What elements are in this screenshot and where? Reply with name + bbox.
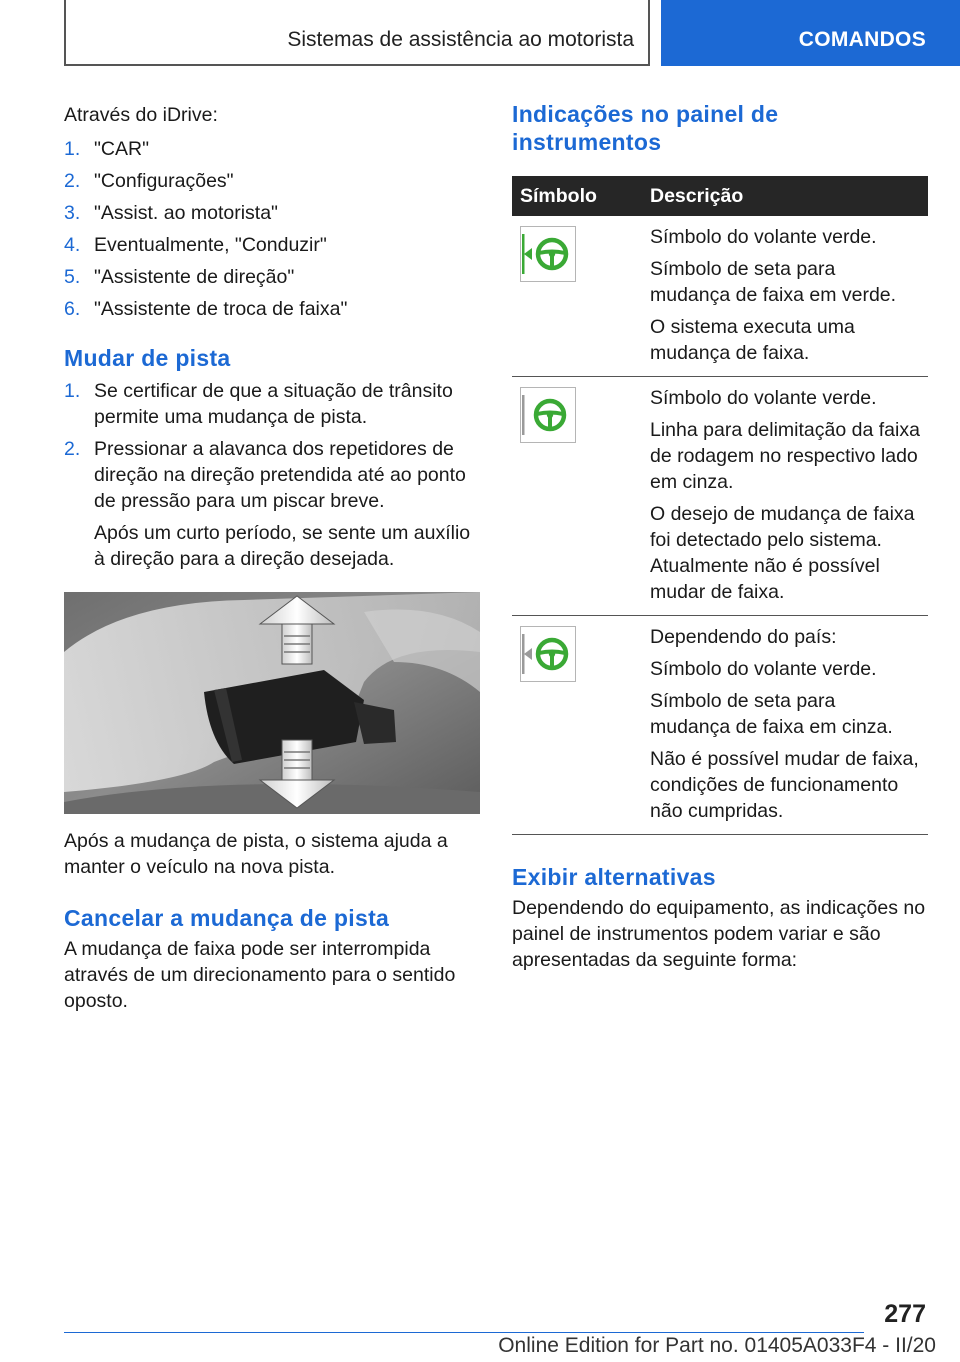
steering-wheel-green-arrow-icon — [520, 226, 576, 282]
turn-signal-lever-illustration — [64, 592, 480, 814]
column-header-descricao: Descrição — [642, 176, 928, 216]
alternatives-text: Dependendo do equipamento, as indicações no painel de instrumentos podem variar e são apresentadas da seguinte forma: — [512, 897, 926, 971]
list-item — [64, 200, 476, 226]
step-text: "Assist. ao motorista" — [94, 202, 278, 224]
step-text: Pressionar a alavanca dos repetidores de direção na direção pretendida até ao ponto de pressão para um piscar breve. — [94, 438, 466, 512]
section-title-cancelar: Cancelar a mudança de pista — [64, 905, 390, 931]
list-item — [64, 378, 476, 430]
header-chapter-label: COMANDOS — [798, 28, 926, 51]
steering-wheel-green-gray-lines-icon — [520, 387, 576, 443]
footer-divider — [64, 1332, 864, 1333]
table-header-row — [512, 176, 928, 216]
section-title-exibir-alternativas: Exibir alternativas — [512, 864, 716, 890]
step-number: 2. — [64, 170, 81, 192]
step-text: Se certificar de que a situação de trânsito permite uma mudança de pista. — [94, 380, 453, 428]
table-row — [512, 616, 928, 835]
list-item — [64, 136, 476, 162]
row-description-line: Dependendo do país: — [650, 626, 837, 648]
row-description-line: Símbolo de seta para mudança de faixa em verde. — [650, 258, 897, 306]
step-continuation: Após um curto período, se sente um auxílio à direção para a direção desejada. — [94, 522, 471, 570]
row-description-line: O sistema executa uma mudança de faixa. — [650, 316, 855, 364]
step-number: 1. — [64, 380, 81, 402]
list-item — [64, 296, 476, 322]
column-header-simbolo: Símbolo — [512, 176, 642, 216]
header-chapter-tab — [661, 0, 960, 66]
row-description-line: Símbolo do volante verde. — [650, 387, 877, 409]
idrive-intro: Através do iDrive: — [64, 104, 218, 126]
table-row — [512, 216, 928, 377]
step-text: "Assistente de direção" — [94, 266, 295, 288]
idrive-steps — [64, 136, 476, 322]
step-text: Eventualmente, "Conduzir" — [94, 234, 327, 256]
step-number: 6. — [64, 298, 81, 320]
right-column — [512, 100, 928, 973]
list-item — [64, 168, 476, 194]
step-number: 4. — [64, 234, 81, 256]
row-description-line: Não é possível mudar de faixa, condições de funcionamento não cumpridas. — [650, 748, 919, 822]
step-number: 1. — [64, 138, 81, 160]
step-number: 5. — [64, 266, 81, 288]
section-title-indicacoes: Indicações no painel de instrumentos — [512, 101, 779, 155]
lane-change-steps — [64, 378, 476, 572]
list-item — [64, 436, 476, 572]
row-description-line: Linha para delimitação da faixa de rodagem no respectivo lado em cinza. — [650, 419, 920, 493]
cancel-text: A mudança de faixa pode ser interrompida através de um direcionamento para o sentido oposto. — [64, 938, 456, 1012]
row-description-line: O desejo de mudança de faixa foi detectado pelo sistema. Atualmente não é possível mudar de faixa. — [650, 503, 915, 603]
symbols-table — [512, 176, 928, 835]
steering-wheel-green-gray-arrow-icon — [520, 626, 576, 682]
list-item — [64, 232, 476, 258]
row-description-line: Símbolo do volante verde. — [650, 226, 877, 248]
footer-edition: Online Edition for Part no. 01405A033F4 - II/20 — [498, 1334, 936, 1357]
table-row — [512, 377, 928, 616]
page-number: 277 — [884, 1300, 926, 1328]
after-lane-change-text: Após a mudança de pista, o sistema ajuda a manter o veículo na nova pista. — [64, 830, 448, 878]
step-text: "Configurações" — [94, 170, 234, 192]
section-title-mudar-de-pista: Mudar de pista — [64, 345, 231, 371]
step-number: 2. — [64, 438, 81, 460]
step-number: 3. — [64, 202, 81, 224]
row-description-line: Símbolo do volante verde. — [650, 658, 877, 680]
step-text: "CAR" — [94, 138, 150, 160]
row-description-line: Símbolo de seta para mudança de faixa em cinza. — [650, 690, 893, 738]
left-column — [64, 100, 476, 1014]
step-text: "Assistente de troca de faixa" — [94, 298, 348, 320]
header-section-title: Sistemas de assistência ao motorista — [287, 28, 634, 51]
list-item — [64, 264, 476, 290]
header-frame — [64, 0, 650, 66]
